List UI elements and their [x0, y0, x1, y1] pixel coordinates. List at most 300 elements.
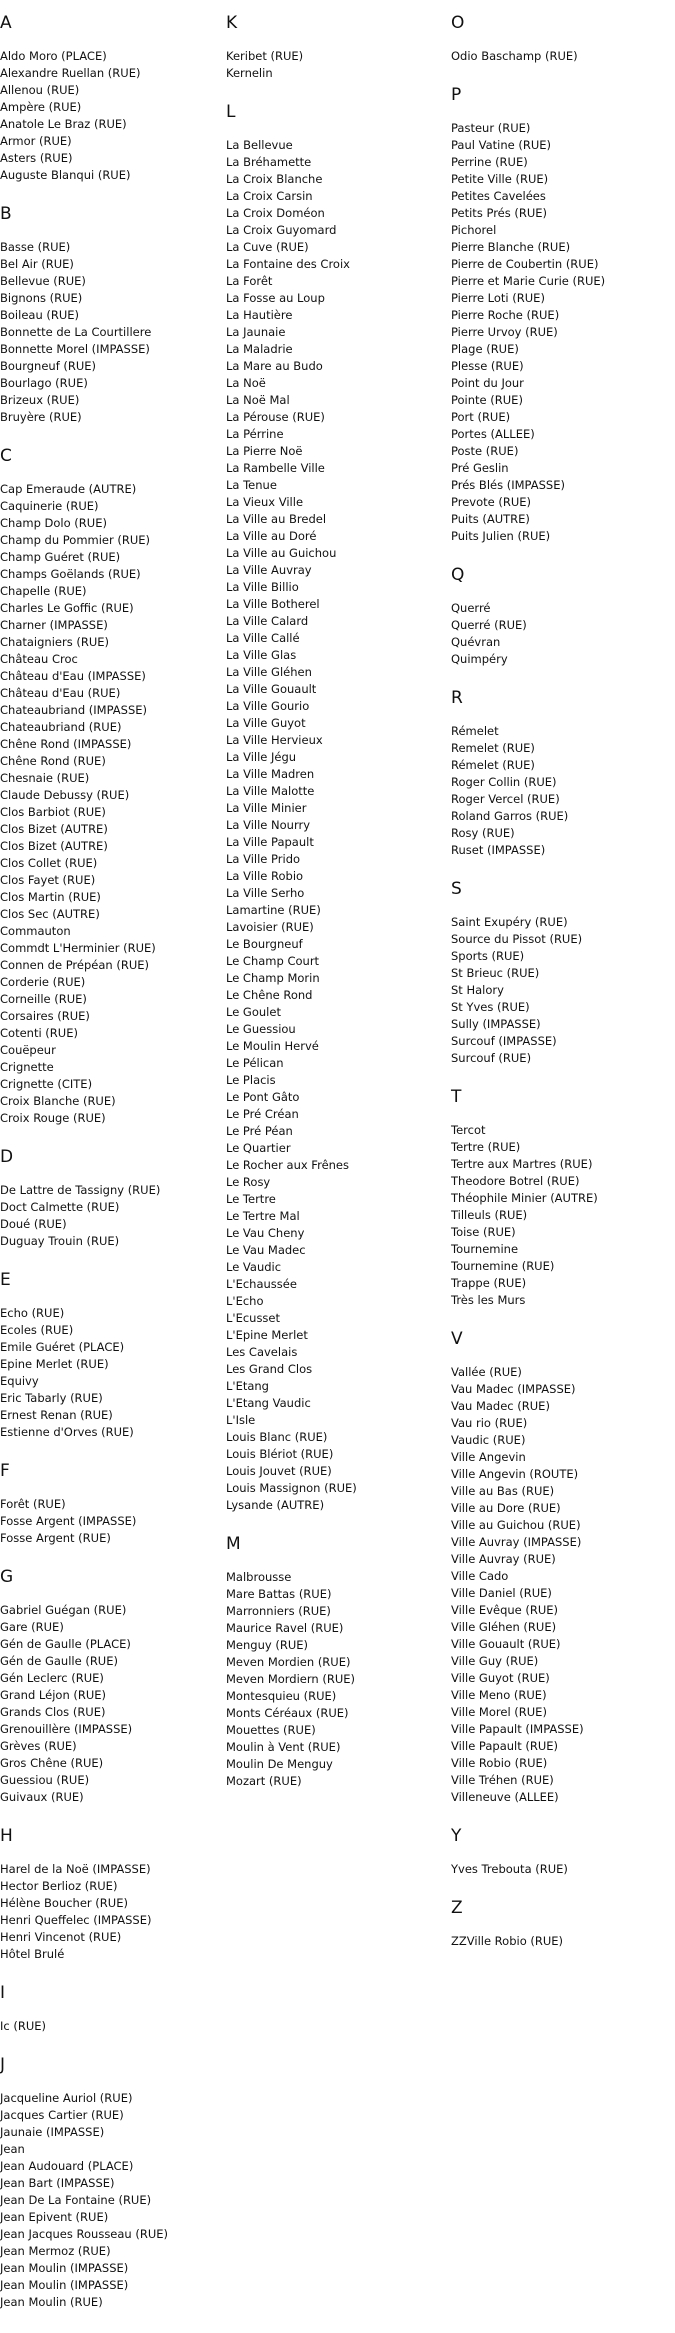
street-entry: La Tenue [226, 478, 277, 492]
street-entry: Ville Morel (RUE) [451, 1705, 547, 1719]
street-entry: Bourgneuf (RUE) [0, 359, 97, 373]
street-list [451, 723, 671, 859]
letter-section [0, 1567, 220, 1806]
street-entry: Jean Jacques Rousseau (RUE) [0, 2227, 169, 2241]
street-entry: Yves Trebouta (RUE) [451, 1862, 568, 1876]
street-list [451, 48, 671, 65]
street-entry: Pré Geslin [451, 461, 509, 475]
letter-section [226, 13, 446, 82]
street-entry: Pierre et Marie Curie (RUE) [451, 274, 606, 288]
street-entry: La Noë Mal [226, 393, 290, 407]
street-entry: La Ville Gléhen [226, 665, 312, 679]
street-entry: Auguste Blanqui (RUE) [0, 168, 131, 182]
street-entry: Le Tertre [226, 1192, 276, 1206]
street-entry: Ecoles (RUE) [0, 1323, 74, 1337]
street-entry: La Fontaine des Croix [226, 257, 350, 271]
street-entry: Tournemine [451, 1242, 519, 1256]
street-entry: Tertre (RUE) [451, 1140, 521, 1154]
street-entry: Menguy (RUE) [226, 1638, 308, 1652]
street-entry: Ville Daniel (RUE) [451, 1586, 552, 1600]
letter-section [451, 1087, 671, 1309]
street-entry: Pichorel [451, 223, 497, 237]
letter-section [451, 1329, 671, 1806]
street-entry: Gabriel Guégan (RUE) [0, 1603, 127, 1617]
street-entry: La Ville Madren [226, 767, 315, 781]
street-entry: La Jaunaie [226, 325, 286, 339]
street-list [0, 1496, 220, 1547]
street-entry: Gare (RUE) [0, 1620, 64, 1634]
street-entry: Jean Moulin (IMPASSE) [0, 2278, 129, 2292]
section-letter-heading: Y [451, 1826, 462, 1846]
street-entry: Chateaubriand (RUE) [0, 720, 122, 734]
street-entry: La Cuve (RUE) [226, 240, 309, 254]
street-entry: Hector Berlioz (RUE) [0, 1879, 118, 1893]
street-entry: Le Rocher aux Frênes [226, 1158, 349, 1172]
street-entry: Source du Pissot (RUE) [451, 932, 583, 946]
street-entry: Allenou (RUE) [0, 83, 80, 97]
street-entry: Bruyère (RUE) [0, 410, 82, 424]
section-letter-heading: R [451, 688, 463, 708]
letter-section [451, 13, 671, 65]
street-entry: Chêne Rond (RUE) [0, 754, 106, 768]
street-entry: La Croix Doméon [226, 206, 325, 220]
street-entry: Lavoisier (RUE) [226, 920, 314, 934]
street-entry: La Ville Botherel [226, 597, 320, 611]
street-entry: Ruset (IMPASSE) [451, 843, 546, 857]
street-entry: Jean Epivent (RUE) [0, 2210, 109, 2224]
street-entry: Ville Auvray (RUE) [451, 1552, 556, 1566]
street-entry: La Fosse au Loup [226, 291, 325, 305]
section-letter-heading: D [0, 1147, 14, 1167]
street-entry: La Pérouse (RUE) [226, 410, 325, 424]
street-entry: Les Grand Clos [226, 1362, 313, 1376]
street-entry: La Maladrie [226, 342, 293, 356]
street-entry: Ville Angevin (ROUTE) [451, 1467, 579, 1481]
street-entry: Trappe (RUE) [451, 1276, 527, 1290]
street-entry: Le Chêne Rond [226, 988, 313, 1002]
street-entry: Le Vau Cheny [226, 1226, 305, 1240]
street-entry: Bonnette Morel (IMPASSE) [0, 342, 150, 356]
street-entry: Ville Papault (RUE) [451, 1739, 559, 1753]
street-entry: Monts Céréaux (RUE) [226, 1706, 349, 1720]
street-entry: Asters (RUE) [0, 151, 73, 165]
street-entry: Le Champ Morin [226, 971, 320, 985]
street-entry: Querré (RUE) [451, 618, 527, 632]
street-entry: Jacqueline Auriol (RUE) [0, 2091, 133, 2105]
street-list [451, 1122, 671, 1309]
street-entry: Puits (AUTRE) [451, 512, 530, 526]
street-entry: Fosse Argent (RUE) [0, 1531, 111, 1545]
street-entry: Quimpéry [451, 652, 508, 666]
street-entry: Rémelet (RUE) [451, 758, 535, 772]
street-entry: Cotenti (RUE) [0, 1026, 78, 1040]
street-entry: Connen de Prépéan (RUE) [0, 958, 149, 972]
street-entry: Ville Evêque (RUE) [451, 1603, 559, 1617]
street-entry: Claude Debussy (RUE) [0, 788, 130, 802]
street-entry: La Ville Jégu [226, 750, 297, 764]
street-entry: La Ville Calard [226, 614, 309, 628]
street-entry: Rémelet [451, 724, 499, 738]
street-entry: Crignette [0, 1060, 54, 1074]
street-entry: Kernelin [226, 66, 273, 80]
street-entry: Tilleuls (RUE) [451, 1208, 528, 1222]
street-entry: Grèves (RUE) [0, 1739, 77, 1753]
street-entry: La Noë [226, 376, 266, 390]
section-letter-heading: Q [451, 565, 465, 585]
street-entry: Le Champ Court [226, 954, 320, 968]
street-entry: Ville Guyot (RUE) [451, 1671, 550, 1685]
street-entry: Guessiou (RUE) [0, 1773, 90, 1787]
street-entry: La Ville Prido [226, 852, 301, 866]
street-entry: Jean Mermoz (RUE) [0, 2244, 111, 2258]
street-entry: La Croix Carsin [226, 189, 313, 203]
street-entry: Le Quartier [226, 1141, 291, 1155]
street-entry: St Brieuc (RUE) [451, 966, 540, 980]
street-entry: Corderie (RUE) [0, 975, 86, 989]
street-entry: Doct Calmette (RUE) [0, 1200, 120, 1214]
street-entry: Duguay Trouin (RUE) [0, 1234, 120, 1248]
street-entry: Malbrousse [226, 1570, 292, 1584]
street-entry: Boileau (RUE) [0, 308, 80, 322]
street-entry: Clos Martin (RUE) [0, 890, 101, 904]
letter-section [0, 446, 220, 1127]
letter-section [451, 688, 671, 859]
street-entry: L'Etang Vaudic [226, 1396, 311, 1410]
street-entry: Hélène Boucher (RUE) [0, 1896, 128, 1910]
street-entry: Clos Bizet (AUTRE) [0, 839, 108, 853]
letter-section [0, 13, 220, 184]
street-entry: Harel de la Noë (IMPASSE) [0, 1862, 151, 1876]
street-entry: Mouettes (RUE) [226, 1723, 316, 1737]
section-letter-heading: A [0, 13, 12, 33]
street-entry: Corsaires (RUE) [0, 1009, 90, 1023]
letter-section [0, 204, 220, 426]
street-entry: La Vieux Ville [226, 495, 304, 509]
street-entry: La Croix Blanche [226, 172, 323, 186]
street-entry: Henri Vincenot (RUE) [0, 1930, 122, 1944]
street-entry: La Rambelle Ville [226, 461, 325, 475]
section-letter-heading: B [0, 204, 12, 224]
section-letter-heading: M [226, 1534, 241, 1554]
street-entry: Ville Auvray (IMPASSE) [451, 1535, 582, 1549]
street-entry: La Bellevue [226, 138, 293, 152]
street-entry: Estienne d'Orves (RUE) [0, 1425, 134, 1439]
street-entry: Sully (IMPASSE) [451, 1017, 541, 1031]
street-entry: Gén de Gaulle (RUE) [0, 1654, 118, 1668]
street-entry: Meven Mordien (RUE) [226, 1655, 351, 1669]
letter-section [226, 102, 446, 1514]
street-entry: La Ville Glas [226, 648, 297, 662]
street-list [451, 914, 671, 1067]
street-entry: Ville Gouault (RUE) [451, 1637, 561, 1651]
street-entry: Maurice Ravel (RUE) [226, 1621, 344, 1635]
letter-section [0, 1983, 220, 2035]
section-letter-heading: H [0, 1826, 13, 1846]
street-entry: La Ville Guyot [226, 716, 306, 730]
section-letter-heading: O [451, 13, 465, 33]
street-entry: Bel Air (RUE) [0, 257, 74, 271]
street-entry: Meven Mordiern (RUE) [226, 1672, 355, 1686]
street-entry: La Ville Papault [226, 835, 314, 849]
street-entry: Champ du Pommier (RUE) [0, 533, 151, 547]
street-entry: Clos Collet (RUE) [0, 856, 98, 870]
street-entry: Bourlago (RUE) [0, 376, 88, 390]
section-letter-heading: C [0, 446, 12, 466]
street-entry: La Hautière [226, 308, 293, 322]
street-entry: Le Goulet [226, 1005, 281, 1019]
street-entry: Corneille (RUE) [0, 992, 87, 1006]
street-list [451, 120, 671, 545]
street-entry: La Ville au Bredel [226, 512, 327, 526]
street-entry: Armor (RUE) [0, 134, 72, 148]
street-entry: Puits Julien (RUE) [451, 529, 551, 543]
street-entry: L'Etang [226, 1379, 269, 1393]
street-entry: La Ville Callé [226, 631, 300, 645]
street-entry: Le Pélican [226, 1056, 284, 1070]
street-entry: Guivaux (RUE) [0, 1790, 84, 1804]
street-entry: Commauton [0, 924, 71, 938]
street-entry: Charner (IMPASSE) [0, 618, 108, 632]
street-entry: Champ Dolo (RUE) [0, 516, 107, 530]
street-entry: Ampère (RUE) [0, 100, 82, 114]
street-entry: Charles Le Goffic (RUE) [0, 601, 134, 615]
street-entry: Keribet (RUE) [226, 49, 304, 63]
street-entry: Surcouf (RUE) [451, 1051, 532, 1065]
street-entry: Louis Blanc (RUE) [226, 1430, 328, 1444]
street-entry: Prevote (RUE) [451, 495, 532, 509]
street-list [451, 1364, 671, 1806]
street-entry: Commdt L'Herminier (RUE) [0, 941, 156, 955]
street-entry: Champ Guéret (RUE) [0, 550, 121, 564]
street-list [451, 600, 671, 668]
street-entry: Ville Gléhen (RUE) [451, 1620, 557, 1634]
street-entry: La Ville Minier [226, 801, 307, 815]
section-letter-heading: F [0, 1461, 10, 1481]
street-entry: Château d'Eau (RUE) [0, 686, 121, 700]
street-entry: Crignette (CITE) [0, 1077, 93, 1091]
street-entry: Vau rio (RUE) [451, 1416, 528, 1430]
street-entry: Le Vau Madec [226, 1243, 306, 1257]
street-entry: Caquinerie (RUE) [0, 499, 99, 513]
street-entry: Le Pré Créan [226, 1107, 299, 1121]
street-entry: St Yves (RUE) [451, 1000, 530, 1014]
street-entry: Le Vaudic [226, 1260, 282, 1274]
street-entry: La Ville Auvray [226, 563, 312, 577]
street-entry: Ville Angevin [451, 1450, 526, 1464]
street-entry: Ernest Renan (RUE) [0, 1408, 113, 1422]
letter-section [0, 2055, 220, 2311]
letter-section [451, 1898, 671, 1950]
section-letter-heading: V [451, 1329, 463, 1349]
street-entry: Querré [451, 601, 491, 615]
street-entry: Toise (RUE) [451, 1225, 516, 1239]
street-entry: Ville Meno (RUE) [451, 1688, 547, 1702]
street-entry: Jean De La Fontaine (RUE) [0, 2193, 152, 2207]
street-entry: Château d'Eau (IMPASSE) [0, 669, 146, 683]
index-column-1 [0, 13, 220, 2331]
street-entry: La Ville Billio [226, 580, 299, 594]
street-entry: Tertre aux Martres (RUE) [451, 1157, 593, 1171]
section-letter-heading: P [451, 85, 462, 105]
street-entry: Ville Tréhen (RUE) [451, 1773, 554, 1787]
street-entry: Le Pont Gâto [226, 1090, 300, 1104]
street-entry: Alexandre Ruellan (RUE) [0, 66, 141, 80]
street-entry: Surcouf (IMPASSE) [451, 1034, 557, 1048]
street-entry: Grands Clos (RUE) [0, 1705, 106, 1719]
index-column-3 [451, 13, 671, 1970]
street-list [0, 481, 220, 1127]
street-list [451, 1861, 671, 1878]
section-letter-heading: G [0, 1567, 14, 1587]
street-entry: Petites Cavelées [451, 189, 546, 203]
street-entry: Pierre Loti (RUE) [451, 291, 545, 305]
street-entry: Chesnaie (RUE) [0, 771, 90, 785]
street-entry: Ville Guy (RUE) [451, 1654, 539, 1668]
street-list [0, 1182, 220, 1250]
street-entry: Poste (RUE) [451, 444, 519, 458]
street-entry: Roger Collin (RUE) [451, 775, 557, 789]
street-entry: Pierre de Coubertin (RUE) [451, 257, 599, 271]
street-entry: Mare Battas (RUE) [226, 1587, 332, 1601]
section-letter-heading: E [0, 1270, 11, 1290]
street-entry: Grand Léjon (RUE) [0, 1688, 107, 1702]
street-entry: La Ville Serho [226, 886, 305, 900]
street-entry: Vau Madec (IMPASSE) [451, 1382, 576, 1396]
street-list [0, 1305, 220, 1441]
street-entry: Doué (RUE) [0, 1217, 67, 1231]
street-entry: La Bréhamette [226, 155, 312, 169]
street-entry: Anatole Le Braz (RUE) [0, 117, 127, 131]
street-entry: Moulin à Vent (RUE) [226, 1740, 341, 1754]
street-entry: Gén de Gaulle (PLACE) [0, 1637, 131, 1651]
street-list [0, 1602, 220, 1806]
street-entry: La Ville Gourio [226, 699, 310, 713]
street-entry: Marronniers (RUE) [226, 1604, 331, 1618]
street-entry: Louis Blériot (RUE) [226, 1447, 334, 1461]
street-entry: Rosy (RUE) [451, 826, 515, 840]
street-entry: Mozart (RUE) [226, 1774, 302, 1788]
letter-section [0, 1270, 220, 1441]
street-entry: Petits Prés (RUE) [451, 206, 548, 220]
street-entry: La Ville au Guichou [226, 546, 337, 560]
street-entry: La Ville au Doré [226, 529, 317, 543]
letter-section [0, 1461, 220, 1547]
street-entry: Le Moulin Hervé [226, 1039, 319, 1053]
street-entry: L'Echaussée [226, 1277, 297, 1291]
street-entry: Clos Fayet (RUE) [0, 873, 96, 887]
street-entry: Pierre Urvoy (RUE) [451, 325, 558, 339]
street-entry: Lysande (AUTRE) [226, 1498, 325, 1512]
street-entry: Epine Merlet (RUE) [0, 1357, 109, 1371]
street-entry: Vau Madec (RUE) [451, 1399, 550, 1413]
street-entry: Pasteur (RUE) [451, 121, 531, 135]
street-entry: Le Rosy [226, 1175, 271, 1189]
street-entry: Château Croc [0, 652, 78, 666]
street-entry: Forêt (RUE) [0, 1497, 66, 1511]
street-entry: Paul Vatine (RUE) [451, 138, 551, 152]
street-entry: Ville Papault (IMPASSE) [451, 1722, 584, 1736]
street-entry: Croix Rouge (RUE) [0, 1111, 106, 1125]
letter-section [451, 565, 671, 668]
street-entry: Moulin De Menguy [226, 1757, 333, 1771]
letter-section [451, 1826, 671, 1878]
street-entry: Eric Tabarly (RUE) [0, 1391, 103, 1405]
section-letter-heading: I [0, 1983, 6, 2003]
street-entry: Prés Blés (IMPASSE) [451, 478, 565, 492]
street-entry: Jean Bart (IMPASSE) [0, 2176, 115, 2190]
street-entry: Fosse Argent (IMPASSE) [0, 1514, 137, 1528]
street-entry: La Ville Malotte [226, 784, 315, 798]
street-entry: Gén Leclerc (RUE) [0, 1671, 104, 1685]
section-letter-heading: T [451, 1087, 462, 1107]
street-entry: Odio Baschamp (RUE) [451, 49, 578, 63]
street-entry: Cap Emeraude (AUTRE) [0, 482, 137, 496]
street-entry: Le Bourgneuf [226, 937, 303, 951]
street-list [226, 137, 446, 1514]
street-entry: L'Echo [226, 1294, 264, 1308]
street-entry: Sports (RUE) [451, 949, 525, 963]
street-entry: Port (RUE) [451, 410, 511, 424]
street-entry: Ville Cado [451, 1569, 509, 1583]
street-entry: Le Placis [226, 1073, 276, 1087]
street-entry: Clos Sec (AUTRE) [0, 907, 100, 921]
street-entry: ZZVille Robio (RUE) [451, 1934, 564, 1948]
street-entry: Ville Robio (RUE) [451, 1756, 548, 1770]
street-entry: Montesquieu (RUE) [226, 1689, 337, 1703]
street-entry: Bignons (RUE) [0, 291, 83, 305]
street-entry: L'Epine Merlet [226, 1328, 308, 1342]
street-list [0, 1861, 220, 1963]
street-entry: Louis Massignon (RUE) [226, 1481, 357, 1495]
index-column-2 [226, 13, 446, 1810]
street-entry: Louis Jouvet (RUE) [226, 1464, 332, 1478]
street-entry: La Ville Hervieux [226, 733, 323, 747]
street-list [0, 239, 220, 426]
street-entry: De Lattre de Tassigny (RUE) [0, 1183, 161, 1197]
street-entry: La Ville Gouault [226, 682, 317, 696]
street-entry: Le Tertre Mal [226, 1209, 300, 1223]
street-entry: Saint Exupéry (RUE) [451, 915, 568, 929]
street-entry: Champs Goëlands (RUE) [0, 567, 141, 581]
street-entry: Vallée (RUE) [451, 1365, 522, 1379]
street-entry: Plesse (RUE) [451, 359, 524, 373]
street-entry: Ic (RUE) [0, 2019, 47, 2033]
street-entry: Lamartine (RUE) [226, 903, 321, 917]
street-entry: Chêne Rond (IMPASSE) [0, 737, 132, 751]
street-entry: Basse (RUE) [0, 240, 71, 254]
street-entry: Très les Murs [451, 1293, 526, 1307]
street-list [0, 2018, 220, 2035]
street-entry: Chataigniers (RUE) [0, 635, 109, 649]
street-entry: Le Pré Péan [226, 1124, 293, 1138]
street-entry: Clos Bizet (AUTRE) [0, 822, 108, 836]
street-entry: Equivy [0, 1374, 39, 1388]
street-entry: Remelet (RUE) [451, 741, 535, 755]
street-entry: Gros Chêne (RUE) [0, 1756, 104, 1770]
street-entry: Theodore Botrel (RUE) [451, 1174, 580, 1188]
street-entry: Jean Moulin (IMPASSE) [0, 2261, 129, 2275]
street-entry: Jacques Cartier (RUE) [0, 2108, 124, 2122]
section-letter-heading: L [226, 102, 236, 122]
street-entry: Tournemine (RUE) [451, 1259, 555, 1273]
street-entry: Vaudic (RUE) [451, 1433, 526, 1447]
street-entry: Grenouillère (IMPASSE) [0, 1722, 133, 1736]
section-letter-heading: S [451, 879, 462, 899]
street-list [0, 2090, 220, 2311]
street-entry: Jean [0, 2142, 25, 2156]
street-entry: Les Cavelais [226, 1345, 298, 1359]
street-entry: Villeneuve (ALLEE) [451, 1790, 559, 1804]
